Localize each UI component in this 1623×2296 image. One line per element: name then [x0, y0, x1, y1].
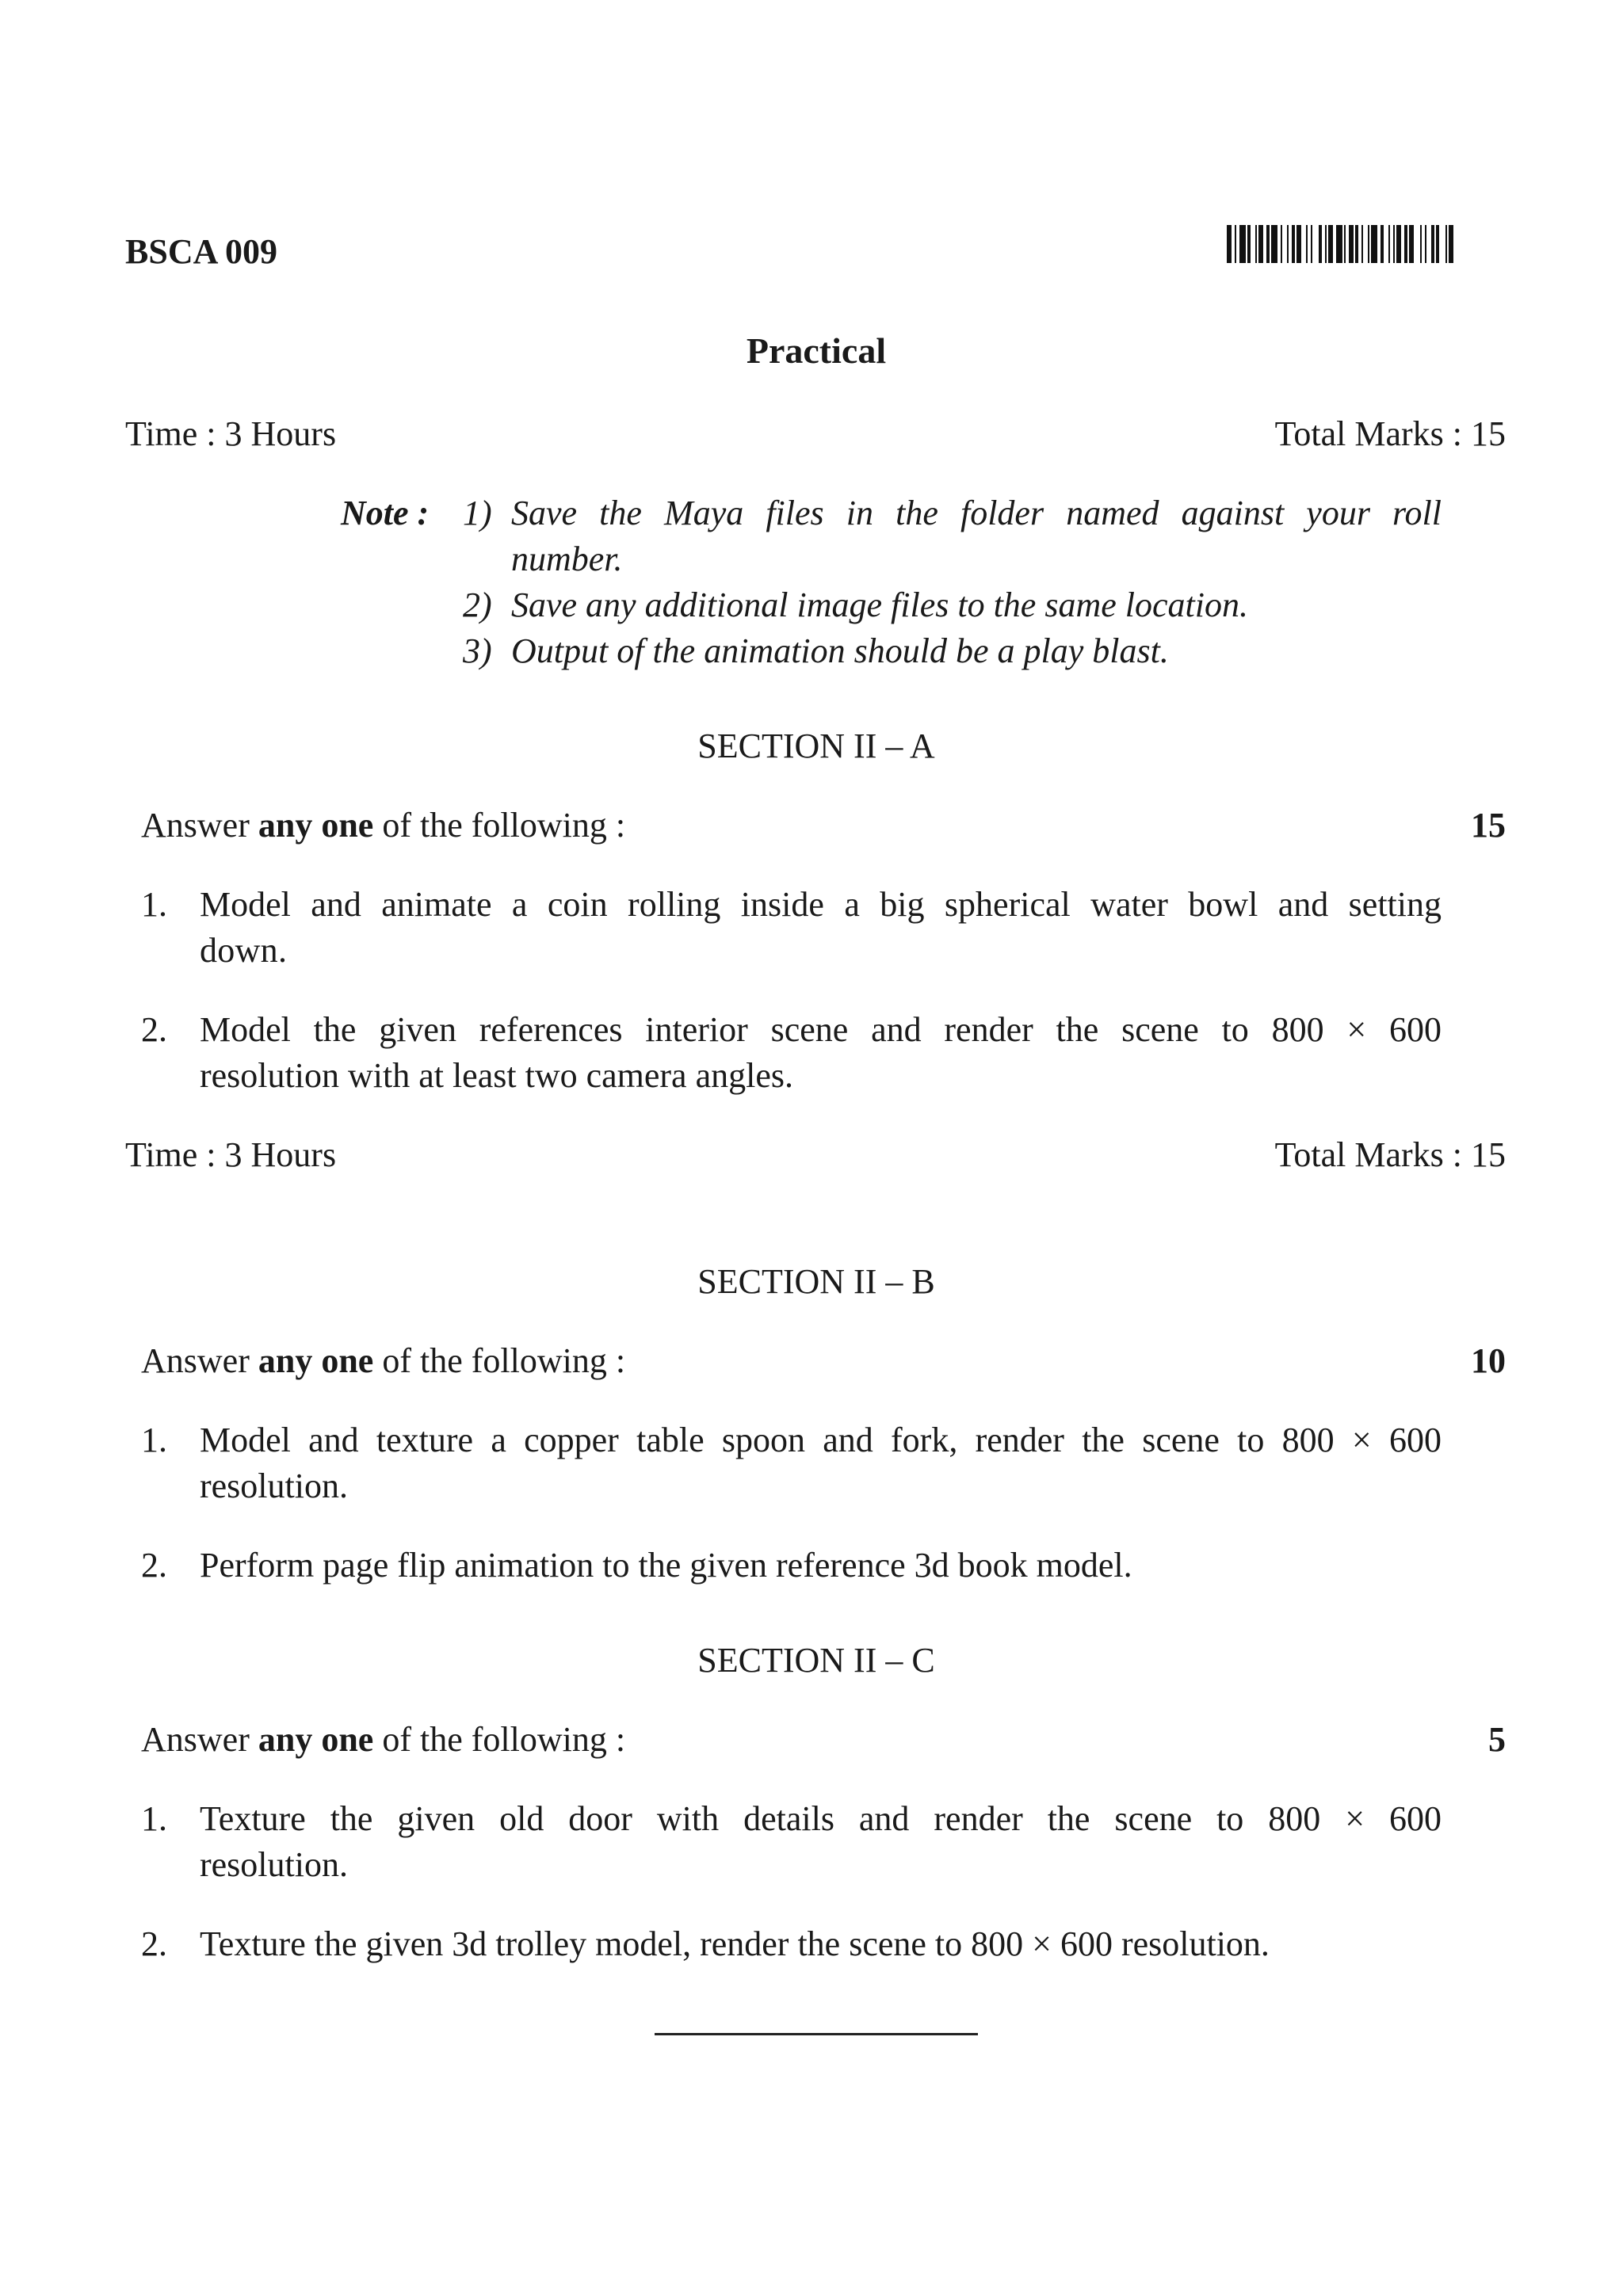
note-text: Save any additional image files to the same location.	[511, 585, 1248, 624]
question-text: Texture the given 3d trolley model, render the scene to 800 × 600 resolution.	[200, 1924, 1270, 1963]
time-label: Time : 3 Hours	[125, 414, 337, 453]
instruction-text: Answer	[141, 1341, 250, 1380]
instruction-emphasis: any one	[258, 806, 374, 845]
instruction-text: of the following :	[382, 1341, 626, 1380]
section-marks: 5	[1488, 1720, 1506, 1759]
question-num: 1.	[141, 1421, 167, 1459]
section-marks: 10	[1471, 1341, 1506, 1380]
question-text: Texture the given old door with details and render the scene to 800 × 600	[200, 1799, 1442, 1838]
barcode-bar	[1336, 225, 1342, 263]
note-num: 1)	[463, 494, 492, 532]
barcode-bar	[1453, 225, 1457, 263]
barcode-bar	[1439, 225, 1445, 263]
section-heading: SECTION II – C	[697, 1641, 935, 1680]
note-num: 3)	[463, 631, 492, 670]
instruction-text: of the following :	[382, 806, 626, 845]
section-heading: SECTION II – A	[697, 727, 935, 765]
instruction-emphasis: any one	[258, 1720, 374, 1759]
question-text: resolution with at least two camera angles.	[200, 1056, 793, 1095]
barcode-bar	[1414, 225, 1420, 263]
question-num: 2.	[141, 1010, 167, 1049]
note-text: Output of the animation should be a play blast.	[511, 631, 1169, 670]
end-rule	[655, 2033, 978, 2035]
instruction-emphasis: any one	[258, 1341, 374, 1380]
instruction-text: Answer	[141, 1720, 250, 1759]
barcode-bar	[1239, 225, 1246, 263]
question-num: 1.	[141, 1799, 167, 1838]
question-num: 1.	[141, 885, 167, 924]
question-num: 2.	[141, 1546, 167, 1585]
question-text: Perform page flip animation to the given reference 3d book model.	[200, 1546, 1132, 1585]
course-code: BSCA 009	[125, 232, 277, 271]
question-text: resolution.	[200, 1466, 348, 1505]
question-text: Model the given references interior scene and render the scene to 800 × 600	[200, 1010, 1442, 1049]
section-instruction	[141, 808, 625, 843]
note-text: number.	[511, 540, 623, 578]
question-num: 2.	[141, 1924, 167, 1963]
barcode-bar	[1371, 225, 1377, 263]
total-marks-label: Total Marks : 15	[1274, 1135, 1506, 1174]
time-label: Time : 3 Hours	[125, 1135, 337, 1174]
note-label: Note :	[341, 494, 430, 532]
note-text: Save the Maya files in the folder named against your roll	[511, 494, 1442, 532]
section-instruction	[141, 1341, 626, 1380]
instruction-text: of the following :	[382, 1720, 626, 1759]
barcode-bar	[1312, 225, 1319, 263]
page-title: Practical	[746, 330, 887, 371]
section-heading: SECTION II – B	[697, 1262, 935, 1301]
note-num: 2)	[463, 585, 492, 624]
question-text: Model and animate a coin rolling inside a big spherical water bowl and setting	[200, 885, 1442, 924]
question-text: resolution.	[200, 1845, 348, 1884]
barcode-bar	[1271, 225, 1277, 263]
question-text: down.	[200, 931, 288, 970]
barcode	[1227, 225, 1509, 263]
instruction-text: Answer	[141, 806, 250, 845]
section-marks: 15	[1471, 806, 1506, 845]
total-marks-label: Total Marks : 15	[1274, 414, 1506, 453]
section-instruction	[141, 1722, 625, 1757]
question-text: Model and texture a copper table spoon and fork, render the scene to 800 × 600	[200, 1421, 1442, 1459]
